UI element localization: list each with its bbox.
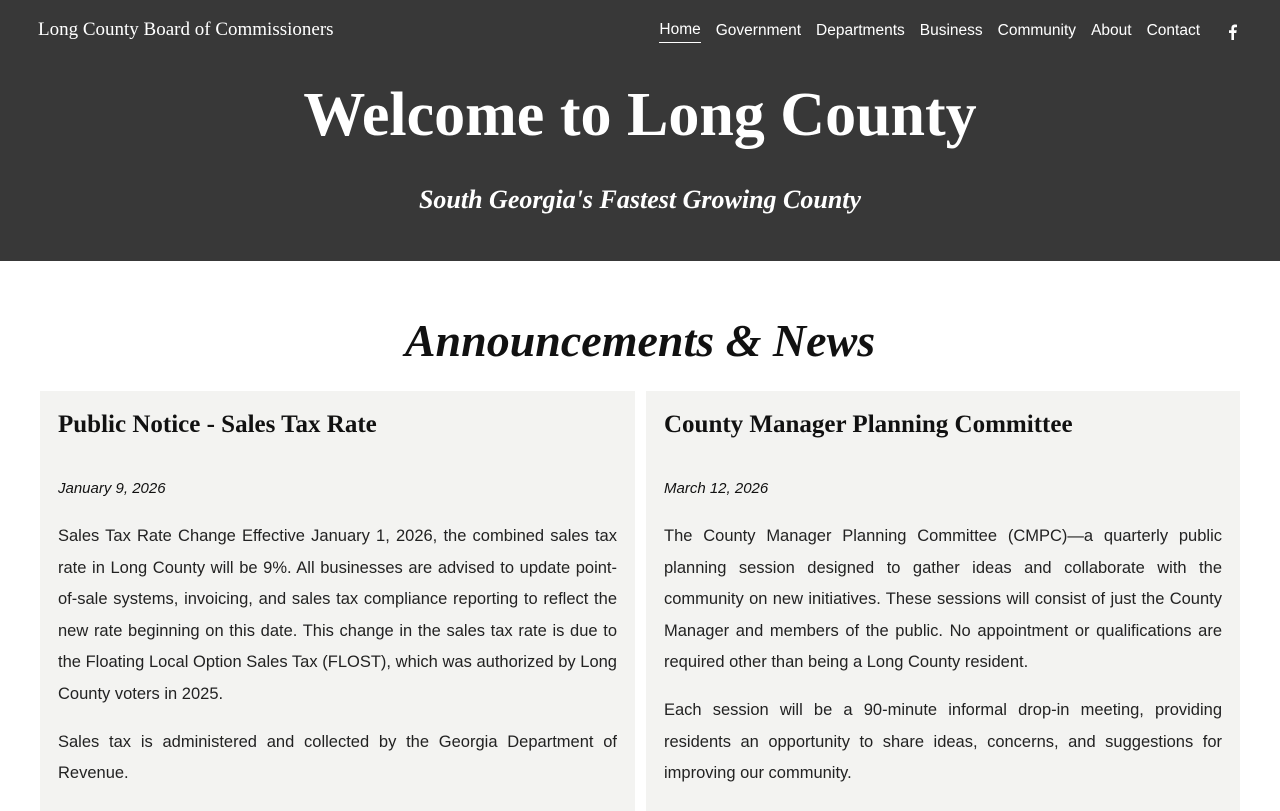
news-heading: Announcements & News <box>404 315 876 366</box>
card-paragraph: The County Manager Planning Committee (CMPC)—a quarterly public planning session designed to gather ideas and collaborate with the community on new initiatives. These sessions will consist of just the County Manager and members of the public. No appointment or qualifications are required other than being a Long County resident. <box>664 527 1222 672</box>
card-paragraph: Sales tax is administered and collected by the Georgia Department of Revenue. <box>58 732 617 783</box>
news-card-planning-committee <box>646 391 1240 811</box>
card-title[interactable]: Public Notice - Sales Tax Rate <box>58 411 377 438</box>
card-paragraph: Sales Tax Rate Change Effective January 1, 2026, the combined sales tax rate in Long County will be 9%. All businesses are advised to update point-of-sale systems, invoicing, and sales tax compliance reporting to reflect the new rate beginning on this date. This change in the sales tax rate is due to the Floating Local Option Sales Tax (FLOST), which was authorized by Long County voters in 2025. <box>58 527 617 703</box>
card-body <box>58 521 617 806</box>
nav-departments[interactable]: Departments <box>816 21 905 39</box>
news-card-sales-tax <box>40 391 635 811</box>
nav-contact[interactable]: Contact <box>1146 21 1200 39</box>
nav-business[interactable]: Business <box>919 21 983 39</box>
card-title[interactable]: County Manager Planning Committee <box>664 411 1073 438</box>
hero-title: Welcome to Long County <box>303 81 977 149</box>
hero-banner <box>0 0 1280 261</box>
nav-about[interactable]: About <box>1091 21 1132 39</box>
card-date: January 9, 2026 <box>58 480 166 497</box>
hero-subtitle: South Georgia's Fastest Growing County <box>418 185 862 214</box>
card-date: March 12, 2026 <box>664 480 769 497</box>
facebook-icon[interactable] <box>1226 23 1238 41</box>
card-body <box>664 521 1222 806</box>
main-nav <box>644 21 1238 43</box>
card-paragraph: Each session will be a 90-minute informal drop-in meeting, providing residents an opportunity to share ideas, concerns, and suggestions for improving our community. <box>664 700 1222 783</box>
site-title[interactable]: Long County Board of Commissioners <box>38 19 334 40</box>
nav-home[interactable]: Home <box>659 21 700 43</box>
nav-government[interactable]: Government <box>715 21 802 39</box>
nav-community[interactable]: Community <box>997 21 1077 39</box>
